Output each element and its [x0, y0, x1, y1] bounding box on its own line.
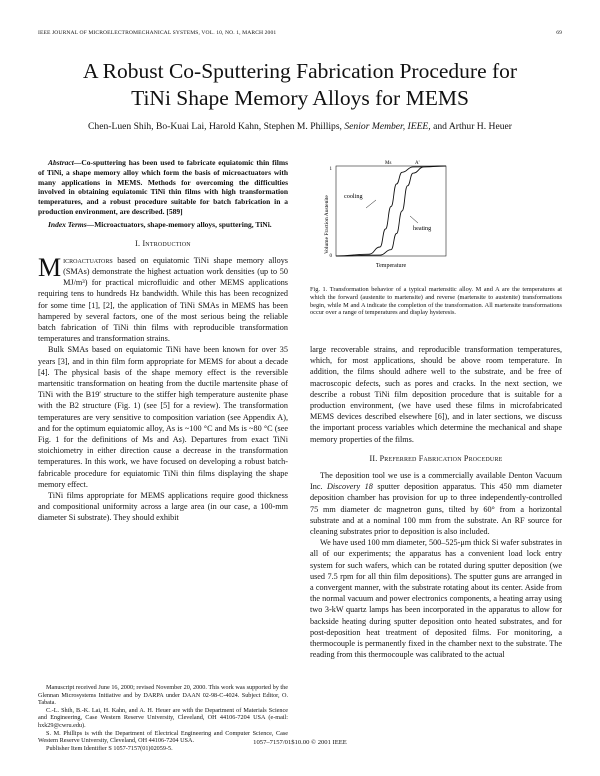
right-paragraph-2: [310, 470, 562, 537]
ms-label: Ms: [385, 161, 392, 166]
intro-paragraph-1: [38, 252, 288, 345]
footnote: Manuscript received June 16, 2000; revised November 20, 2000. This work was supported by the Glennan Microsystems Initiative and by DARPA under DAAN 02-98-C-4024. Subject Editor, O. Tabata.: [38, 684, 288, 707]
title-line-1: A Robust Co-Sputtering Fabrication Procedure for: [82, 59, 518, 83]
intro-paragraph-3: TiNi films appropriate for MEMS applications require good thickness and compositional uniformity across a large area (in our case, a 100-mm diameter Si substrate). They should exhibit: [38, 491, 288, 523]
section-title: Introduction: [142, 238, 191, 248]
drop-cap: M: [38, 252, 62, 282]
heating-arrow: [410, 216, 418, 223]
section-heading-introduction: [38, 238, 288, 249]
left-column: [38, 158, 288, 524]
p2-text-b: sputter deposition apparatus. This 450 mm diameter deposition chamber has provision for up to three independently-controlled 75 mm diameter dc magnetron guns, tilted by 60° from a horizontal substrate and at a nominal 100 mm from the substrate. An RF source for cleaning substrates prior to deposition is also included.: [310, 482, 562, 537]
authors-names: Chen-Luen Shih, Bo-Kuai Lai, Harold Kahn, Stephen M. Phillips,: [88, 121, 342, 132]
author-list: [0, 121, 600, 132]
plot-frame: [336, 166, 446, 256]
page-number: 69: [556, 30, 562, 36]
y-tick-top: 1: [329, 167, 332, 172]
index-terms-text: Microactuators, shape-memory alloys, sputtering, TiNi.: [94, 219, 272, 229]
heating-label: heating: [413, 225, 432, 232]
caption-label: Fig. 1.: [310, 286, 328, 293]
title-line-2: TiNi Shape Memory Alloys for MEMS: [131, 86, 469, 110]
as-label: A': [415, 161, 420, 166]
x-axis-label: Temperature: [375, 263, 407, 269]
footnote: C.-L. Shih, B.-K. Lai, H. Kahn, and A. H. Heuer are with the Department of Materials Science and Engineering, Case Western Reserve University, Cleveland, OH 44106-7204 USA (e-mail: hxk29@cwru.edu).: [38, 706, 288, 729]
hysteresis-chart: [318, 160, 478, 272]
index-terms: [38, 220, 288, 230]
caption-text: Transformation behavior of a typical martensitic alloy. M and A are the temperatures at which the forward (austenite to martensite) and reverse (martensite to austenite) transformations begin, while M and A indicate the completion of the transformation. All martensite transformations occur over a range of temperatures and display hysteresis.: [310, 286, 562, 317]
section-title: Preferred Fabrication Procedure: [379, 453, 503, 463]
authors-role: Senior Member, IEEE,: [344, 121, 431, 132]
cooling-label: cooling: [344, 193, 363, 200]
cooling-curve: [336, 166, 446, 256]
authors-last: and Arthur H. Heuer: [433, 121, 512, 132]
intro-p1-text: based on equiatomic TiNi shape memory alloys (SMAs) demonstrate the highest actuation work densities (up to 50 MJ/m³) for practical microfluidic and other MEMS applications requiring tens to hundreds Hz bandwidth. While this has been recognized for some time [1], [2], the application of TiNi SMAs in MEMS has been hampered by several factors, one of the most serious being the reliable batch fabrication of TiNi thin films with reproducible transformation temperatures and transformation strains.: [38, 255, 288, 344]
section-heading-fabrication: [310, 453, 562, 464]
abstract-text: Co-sputtering has been used to fabricate equiatomic thin films of TiNi, a shape memory alloy which form the basis of microactuators with many applications in MEMS. Methods for overcoming the difficulties involved in obtaining equiatomic TiNi thin films with high transformation temperatures, and a robust procedure suitable for batch fabrication in a production environment, are described. [589]: [38, 158, 288, 216]
paper-title: [0, 58, 600, 112]
index-terms-label: Index Terms—: [48, 219, 95, 229]
p2-text-a: The deposition tool we use is a commercially available Denton Vacuum Inc.: [310, 471, 562, 492]
right-paragraph-3: We have used 100 mm diameter, 500–525-μm thick Si wafer substrates in all of our experiments; the apparatus has a convenient load lock entry system for such wafers, which can be rotated during sputter deposition (we used 7.5 rpm for all thin film depositions). The sputter guns are arranged in a convergent manner, with the substrate rotating about its center. Aside from the normal vacuum and power electronics components, a heating array using two 3-kW quartz lamps has been incorporated in the apparatus to allow for backside heating during sputter deposition onto heated substrates, and for post-deposition heat treatment of deposited films. For monitoring, a thermocouple is permanently fixed in the chamber next to the substrate. The reading from this thermocouple was calibrated to the actual: [310, 538, 562, 660]
figure-1: [318, 160, 478, 272]
right-paragraph-1: large recoverable strains, and reproducible transformation temperatures, which, for most applications, should be above room temperature. In addition, the films should adhere well to the substrate, and be free of macroscopic defects, such as pores and cracks. In the next section, we describe a robust TiNi film deposition procedure that is suitable for a production environment, (we have used these films in microfabricated MEMS devices described elsewhere [6]), and in later sections, we discuss the important process variables which determine the mechanical and shape memory properties of the films.: [310, 345, 562, 444]
section-number: I.: [135, 238, 141, 248]
page-footer: 1057–7157/01$10.00 © 2001 IEEE: [253, 739, 347, 746]
y-axis-label: Volume Fraction Austenite: [324, 195, 330, 254]
abstract: [38, 158, 288, 217]
intro-paragraph-2: Bulk SMAs based on equiatomic TiNi have been known for over 35 years [3], and in thin film form appropriate for MEMS for about a decade [4]. The physical basis of the shape memory effect is the reversible martensitic transformation on heating from the ductile martensite phase of TiNi with the B19′ structure to the stiffer high temperature austenite phase with the B2 structure (Fig. 1) (see [5] for a review). The transformation temperatures are very sensitive to composition variation (see Appendix A), and for the optimum equiatomic alloy, As is ~100 °C and Ms is ~80 °C (see Fig. 1 for the definitions of Ms and As). Departures from exact TiNi stoichiometry in either direction cause a decrease in the transformation temperatures. In this work, we have focused on developing a robust batch-fabricable procedure for equiatomic TiNi thin films displaying the shape memory effect.: [38, 345, 288, 489]
heating-curve: [336, 166, 446, 256]
p2-emphasis: Discovery 18: [326, 482, 373, 492]
first-word: icroactuators: [63, 255, 113, 265]
section-number: II.: [369, 453, 378, 463]
right-column: [310, 344, 562, 660]
abstract-label: Abstract—: [48, 158, 82, 167]
journal-name: IEEE JOURNAL OF MICROELECTROMECHANICAL SYSTEMS, VOL. 10, NO. 1, MARCH 2001: [38, 30, 277, 36]
footnote: S. M. Phillips is with the Department of Electrical Engineering and Computer Science, Case Western Reserve University, Cleveland, OH 44106-7204 USA.: [38, 729, 288, 745]
running-header: [38, 30, 562, 40]
footnote: Publisher Item Identifier S 1057-7157(01)02059-5.: [46, 744, 173, 752]
figure-caption: [310, 286, 562, 317]
cooling-arrow: [366, 200, 376, 208]
y-tick-bottom: 0: [329, 254, 332, 259]
